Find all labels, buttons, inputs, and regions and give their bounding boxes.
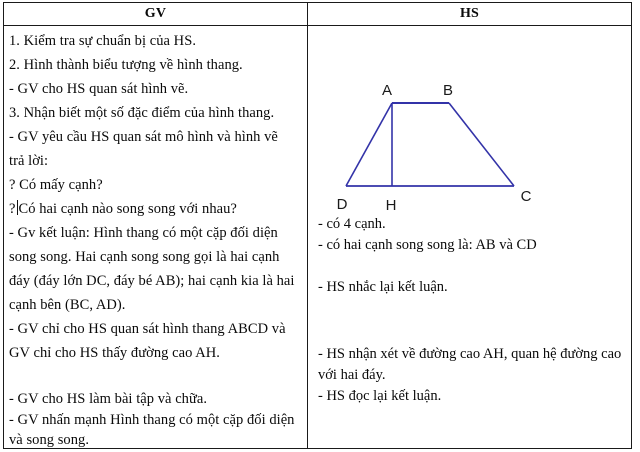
gv-line-2: 2. Hình thành biểu tượng về hình thang. xyxy=(9,57,243,73)
gv-column-cell xyxy=(4,26,307,448)
gv-line-bai-tap: - GV cho HS làm bài tập và chữa. xyxy=(9,391,208,407)
hs-answer-2: - có hai cạnh song song là: AB và CD xyxy=(318,236,537,253)
vertex-label-a: A xyxy=(381,82,393,99)
segment-bc xyxy=(449,103,514,186)
gv-paragraph-nhan-manh: - GV nhấn mạnh Hình thang có một cặp đối diện và song song. xyxy=(9,411,295,448)
hs-line-doc-lai: - HS đọc lại kết luận. xyxy=(318,387,442,404)
gv-line-3: - GV cho HS quan sát hình vẽ. xyxy=(9,81,189,97)
hs-line-nhac-lai: - HS nhắc lại kết luận. xyxy=(318,279,448,295)
hs-blank-line-1 xyxy=(318,255,625,277)
hs-answer-1: - có 4 cạnh. xyxy=(318,216,386,232)
gv-question-song-song[interactable] xyxy=(9,197,301,221)
diagram-container xyxy=(318,29,625,214)
gv-blank-line xyxy=(9,365,301,389)
vertex-label-d: D xyxy=(336,196,348,213)
column-header-gv: GV xyxy=(144,6,167,21)
hs-blank-line-2 xyxy=(318,298,625,344)
vertex-label-c: C xyxy=(520,188,532,205)
lesson-plan-table xyxy=(3,2,632,449)
segment-ad xyxy=(346,103,392,186)
gv-line-1: 1. Kiểm tra sự chuẩn bị của HS. xyxy=(9,33,196,49)
question-song-song-text: Có hai cạnh nào song song với nhau? xyxy=(18,201,237,217)
gv-line-5: - GV yêu cầu HS quan sát mô hình và hình vẽ xyxy=(9,129,278,145)
trapezoid-diagram-icon xyxy=(318,29,558,214)
gv-question-so-canh: ? Có mấy cạnh? xyxy=(9,177,103,193)
vertex-label-h: H xyxy=(385,197,397,214)
table-header-row xyxy=(4,3,631,26)
gv-paragraph-ket-luan: - Gv kết luận: Hình thang có một cặp đối diện song song. Hai cạnh song song gọi là hai cạnh đáy (đáy lớn DC, đáy bé AB); hai cạnh kia là hai cạnh bên (BC, AD). xyxy=(9,225,295,313)
text-caret xyxy=(17,200,18,215)
vertex-label-b: B xyxy=(442,82,454,99)
question-mark-prefix: ? xyxy=(9,201,16,217)
hs-paragraph-nhan-xet: - HS nhận xét về đường cao AH, quan hệ đường cao với hai đáy. xyxy=(318,345,622,383)
gv-paragraph-abcd: - GV chỉ cho HS quan sát hình thang ABCD và GV chỉ cho HS thấy đường cao AH. xyxy=(9,321,286,361)
column-header-hs: HS xyxy=(459,6,480,21)
hs-column-cell xyxy=(308,26,631,448)
gv-line-6: trả lời: xyxy=(9,153,49,169)
gv-line-4: 3. Nhận biết một số đặc điểm của hình thang. xyxy=(9,105,275,121)
